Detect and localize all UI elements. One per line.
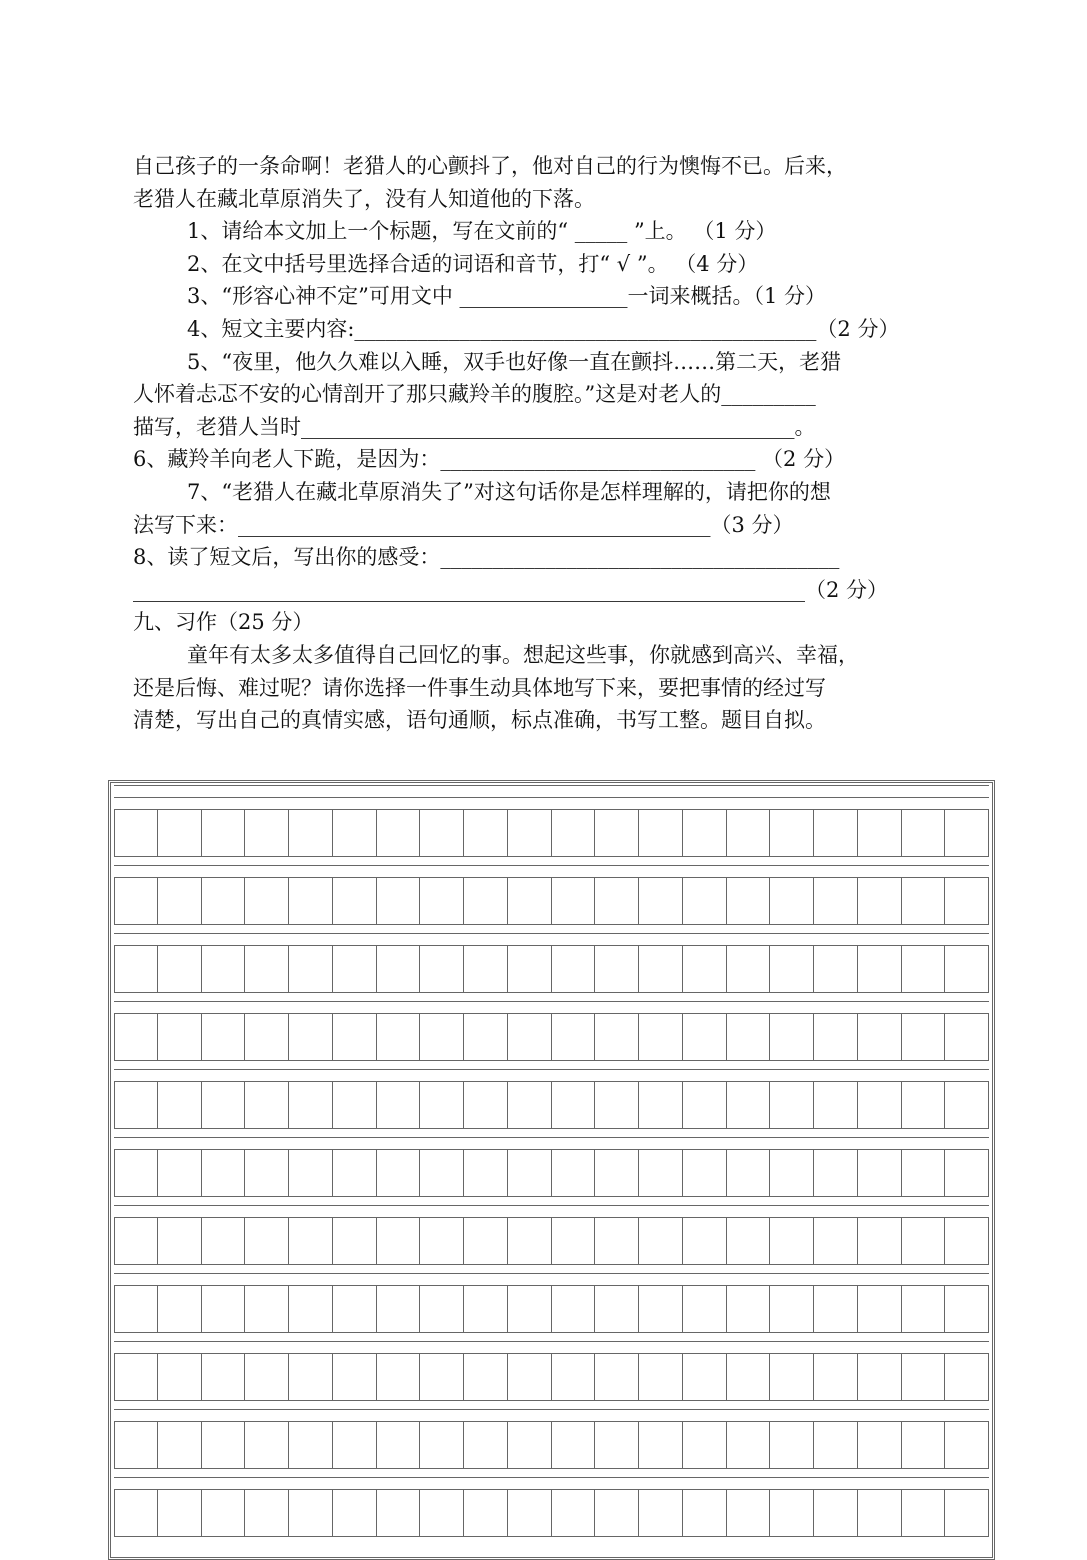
grid-cell[interactable]	[683, 1149, 727, 1197]
writing-grid[interactable]	[108, 780, 995, 1560]
grid-cell[interactable]	[683, 809, 727, 857]
grid-cell[interactable]	[595, 1149, 639, 1197]
grid-cell[interactable]	[289, 1489, 333, 1537]
composition-heading: 九、习作（25 分）	[133, 610, 314, 635]
grid-cell[interactable]	[552, 809, 596, 857]
grid-cell[interactable]	[245, 1149, 289, 1197]
grid-cell[interactable]	[202, 1353, 246, 1401]
composition-prompt: 还是后悔、难过呢？请你选择一件事生动具体地写下来，要把事情的经过写	[133, 675, 826, 700]
grid-cell[interactable]	[464, 1217, 508, 1265]
grid-cell[interactable]	[245, 1489, 289, 1537]
grid-cell[interactable]	[814, 945, 858, 993]
grid-row	[114, 945, 989, 993]
grid-cell[interactable]	[333, 1149, 377, 1197]
grid-cell[interactable]	[420, 945, 464, 993]
grid-cell[interactable]	[245, 1081, 289, 1129]
grid-cell[interactable]	[289, 1149, 333, 1197]
grid-cell[interactable]	[814, 1285, 858, 1333]
grid-cell[interactable]	[158, 1489, 202, 1537]
grid-cell[interactable]	[245, 877, 289, 925]
grid-cell[interactable]	[114, 877, 158, 925]
grid-cell[interactable]	[245, 1353, 289, 1401]
grid-cell[interactable]	[639, 1421, 683, 1469]
grid-cell[interactable]	[508, 877, 552, 925]
grid-cell[interactable]	[333, 1489, 377, 1537]
grid-cell[interactable]	[377, 1489, 421, 1537]
passage-line: 老猎人在藏北草原消失了，没有人知道他的下落。	[133, 186, 595, 211]
grid-spacer-line	[114, 1341, 989, 1342]
grid-spacer-line	[114, 1205, 989, 1206]
grid-cell[interactable]	[377, 1353, 421, 1401]
grid-cell[interactable]	[770, 809, 814, 857]
grid-cell[interactable]	[902, 1149, 946, 1197]
grid-cell[interactable]	[858, 1421, 902, 1469]
grid-cell[interactable]	[158, 1217, 202, 1265]
grid-top-line	[114, 785, 989, 786]
grid-cell[interactable]	[508, 1489, 552, 1537]
grid-cell[interactable]	[464, 1013, 508, 1061]
grid-cell[interactable]	[202, 809, 246, 857]
grid-row	[114, 1285, 989, 1333]
grid-row	[114, 809, 989, 857]
question-8-cont: ________________________________________________________________（2 分）	[133, 577, 889, 602]
grid-cell[interactable]	[508, 1149, 552, 1197]
grid-cell[interactable]	[770, 1285, 814, 1333]
grid-cell[interactable]	[289, 1081, 333, 1129]
grid-cell[interactable]	[333, 1353, 377, 1401]
grid-cell[interactable]	[770, 1489, 814, 1537]
composition-prompt: 清楚，写出自己的真情实感，语句通顺，标点准确，书写工整。题目自拟。	[133, 708, 826, 733]
grid-row	[114, 1421, 989, 1469]
grid-cell[interactable]	[639, 1081, 683, 1129]
grid-cell[interactable]	[858, 877, 902, 925]
grid-cell[interactable]	[289, 1285, 333, 1333]
grid-cell[interactable]	[114, 1489, 158, 1537]
grid-cell[interactable]	[377, 1217, 421, 1265]
grid-cell[interactable]	[420, 1285, 464, 1333]
grid-cell[interactable]	[508, 1353, 552, 1401]
grid-cell[interactable]	[902, 1285, 946, 1333]
grid-cell[interactable]	[858, 1013, 902, 1061]
grid-cell[interactable]	[814, 1353, 858, 1401]
grid-cell[interactable]	[464, 1081, 508, 1129]
composition-prompt: 童年有太多太多值得自己回忆的事。想起这些事，你就感到高兴、幸福，	[187, 642, 859, 667]
grid-cell[interactable]	[464, 1421, 508, 1469]
grid-cell[interactable]	[727, 1081, 771, 1129]
grid-cell[interactable]	[158, 1081, 202, 1129]
grid-cell[interactable]	[595, 877, 639, 925]
grid-cell[interactable]	[595, 1353, 639, 1401]
grid-cell[interactable]	[902, 1081, 946, 1129]
grid-cell[interactable]	[945, 1149, 989, 1197]
grid-cell[interactable]	[202, 1285, 246, 1333]
grid-cell[interactable]	[158, 1353, 202, 1401]
grid-cell[interactable]	[683, 1081, 727, 1129]
grid-cell[interactable]	[202, 1149, 246, 1197]
grid-cell[interactable]	[114, 1149, 158, 1197]
question-3: 3、“形容心神不定”可用文中 ________________一词来概括。（1 分）	[187, 284, 827, 309]
grid-cell[interactable]	[770, 877, 814, 925]
grid-cell[interactable]	[639, 1013, 683, 1061]
grid-cell[interactable]	[945, 1081, 989, 1129]
grid-cell[interactable]	[114, 809, 158, 857]
grid-cell[interactable]	[595, 809, 639, 857]
grid-cell[interactable]	[639, 1285, 683, 1333]
grid-spacer-line	[114, 1477, 989, 1478]
grid-row	[114, 877, 989, 925]
grid-cell[interactable]	[377, 1421, 421, 1469]
grid-cell[interactable]	[595, 1013, 639, 1061]
grid-spacer-line	[114, 1001, 989, 1002]
grid-cell[interactable]	[158, 1013, 202, 1061]
question-2: 2、在文中括号里选择合适的词语和音节，打“ √ ”。 （4 分）	[187, 251, 759, 276]
grid-cell[interactable]	[945, 809, 989, 857]
grid-cell[interactable]	[377, 1013, 421, 1061]
grid-cell[interactable]	[727, 1353, 771, 1401]
grid-cell[interactable]	[464, 809, 508, 857]
grid-cell[interactable]	[245, 1285, 289, 1333]
grid-cell[interactable]	[552, 1013, 596, 1061]
grid-cell[interactable]	[858, 945, 902, 993]
grid-cell[interactable]	[902, 1013, 946, 1061]
grid-cell[interactable]	[420, 1013, 464, 1061]
grid-spacer-line	[114, 1069, 989, 1070]
grid-cell[interactable]	[158, 945, 202, 993]
grid-cell[interactable]	[814, 1489, 858, 1537]
grid-spacer-line	[114, 933, 989, 934]
grid-cell[interactable]	[464, 1149, 508, 1197]
grid-cell[interactable]	[420, 1217, 464, 1265]
grid-cell[interactable]	[464, 945, 508, 993]
grid-cell[interactable]	[902, 1217, 946, 1265]
grid-cell[interactable]	[114, 1217, 158, 1265]
grid-cell[interactable]	[552, 1149, 596, 1197]
exam-text	[133, 150, 958, 737]
grid-cell[interactable]	[158, 1421, 202, 1469]
grid-row	[114, 1353, 989, 1401]
grid-cell[interactable]	[945, 1217, 989, 1265]
passage-line: 自己孩子的一条命啊！老猎人的心颤抖了，他对自己的行为懊悔不已。后来，	[133, 154, 847, 178]
grid-cell[interactable]	[333, 809, 377, 857]
grid-cell[interactable]	[727, 1421, 771, 1469]
grid-cell[interactable]	[114, 1421, 158, 1469]
grid-cell[interactable]	[858, 1489, 902, 1537]
grid-row	[114, 1217, 989, 1265]
grid-cell[interactable]	[158, 1285, 202, 1333]
grid-cell[interactable]	[595, 1421, 639, 1469]
grid-cell[interactable]	[945, 1285, 989, 1333]
grid-cell[interactable]	[727, 809, 771, 857]
grid-cell[interactable]	[333, 1285, 377, 1333]
grid-cell[interactable]	[508, 809, 552, 857]
grid-cell[interactable]	[727, 1149, 771, 1197]
grid-cell[interactable]	[377, 1149, 421, 1197]
grid-cell[interactable]	[202, 877, 246, 925]
grid-cell[interactable]	[770, 1013, 814, 1061]
grid-cell[interactable]	[945, 1353, 989, 1401]
grid-cell[interactable]	[158, 1149, 202, 1197]
grid-cell[interactable]	[158, 877, 202, 925]
grid-cell[interactable]	[945, 1421, 989, 1469]
grid-cell[interactable]	[683, 1421, 727, 1469]
grid-row	[114, 1489, 989, 1537]
grid-cell[interactable]	[508, 1421, 552, 1469]
grid-cell[interactable]	[727, 1013, 771, 1061]
grid-spacer-line	[114, 865, 989, 866]
grid-cell[interactable]	[552, 1353, 596, 1401]
grid-cell[interactable]	[508, 945, 552, 993]
grid-cell[interactable]	[377, 1081, 421, 1129]
grid-cell[interactable]	[639, 945, 683, 993]
grid-spacer-line	[114, 1409, 989, 1410]
grid-cell[interactable]	[377, 809, 421, 857]
grid-cell[interactable]	[114, 945, 158, 993]
grid-cell[interactable]	[377, 945, 421, 993]
grid-cell[interactable]	[289, 1353, 333, 1401]
grid-cell[interactable]	[902, 1421, 946, 1469]
grid-cell[interactable]	[858, 809, 902, 857]
grid-cell[interactable]	[683, 1217, 727, 1265]
grid-cell[interactable]	[814, 1421, 858, 1469]
grid-cell[interactable]	[508, 1285, 552, 1333]
question-8: 8、读了短文后，写出你的感受：______________________________________	[133, 545, 840, 570]
grid-cell[interactable]	[552, 1285, 596, 1333]
grid-spacer-line	[114, 1273, 989, 1274]
grid-cell[interactable]	[202, 945, 246, 993]
grid-cell[interactable]	[333, 1013, 377, 1061]
grid-cell[interactable]	[245, 1421, 289, 1469]
question-4: 4、短文主要内容:____________________________________________（2 分）	[187, 316, 900, 341]
grid-cell[interactable]	[420, 1489, 464, 1537]
grid-cell[interactable]	[727, 1489, 771, 1537]
grid-cell[interactable]	[420, 1081, 464, 1129]
grid-cell[interactable]	[814, 1217, 858, 1265]
grid-cell[interactable]	[202, 1217, 246, 1265]
question-7-cont: 法写下来：_____________________________________________（3 分）	[133, 512, 794, 537]
grid-cell[interactable]	[639, 809, 683, 857]
grid-cell[interactable]	[289, 1217, 333, 1265]
grid-cell[interactable]	[902, 877, 946, 925]
grid-cell[interactable]	[420, 1421, 464, 1469]
grid-cell[interactable]	[902, 1353, 946, 1401]
grid-cell[interactable]	[508, 1217, 552, 1265]
grid-cell[interactable]	[727, 1285, 771, 1333]
grid-cell[interactable]	[727, 945, 771, 993]
grid-cell[interactable]	[464, 1489, 508, 1537]
grid-cell[interactable]	[333, 1081, 377, 1129]
grid-cell[interactable]	[289, 1421, 333, 1469]
grid-cell[interactable]	[420, 877, 464, 925]
grid-cell[interactable]	[727, 1217, 771, 1265]
grid-cell[interactable]	[202, 1421, 246, 1469]
grid-cell[interactable]	[114, 1013, 158, 1061]
grid-cell[interactable]	[552, 1081, 596, 1129]
grid-cell[interactable]	[114, 1285, 158, 1333]
question-6: 6、藏羚羊向老人下跪，是因为：______________________________ （2 分）	[133, 447, 846, 472]
grid-row	[114, 1013, 989, 1061]
grid-cell[interactable]	[508, 1081, 552, 1129]
grid-cell[interactable]	[639, 1489, 683, 1537]
grid-cell[interactable]	[858, 1149, 902, 1197]
grid-cell[interactable]	[595, 1081, 639, 1129]
grid-spacer-line	[114, 797, 989, 798]
grid-cell[interactable]	[420, 809, 464, 857]
grid-cell[interactable]	[333, 945, 377, 993]
grid-cell[interactable]	[902, 809, 946, 857]
grid-cell[interactable]	[245, 1013, 289, 1061]
grid-cell[interactable]	[333, 1217, 377, 1265]
grid-cell[interactable]	[814, 1081, 858, 1129]
grid-cell[interactable]	[683, 1013, 727, 1061]
grid-cell[interactable]	[595, 1285, 639, 1333]
grid-cell[interactable]	[420, 1149, 464, 1197]
grid-cell[interactable]	[202, 1081, 246, 1129]
grid-cell[interactable]	[595, 1489, 639, 1537]
grid-cell[interactable]	[858, 1285, 902, 1333]
grid-cell[interactable]	[814, 1149, 858, 1197]
grid-cell[interactable]	[377, 1285, 421, 1333]
grid-cell[interactable]	[902, 1489, 946, 1537]
grid-cell[interactable]	[683, 945, 727, 993]
grid-cell[interactable]	[289, 809, 333, 857]
grid-cell[interactable]	[639, 1217, 683, 1265]
grid-cell[interactable]	[202, 1013, 246, 1061]
grid-cell[interactable]	[552, 1217, 596, 1265]
grid-cell[interactable]	[945, 877, 989, 925]
grid-cell[interactable]	[552, 877, 596, 925]
grid-cell[interactable]	[639, 1353, 683, 1401]
grid-cell[interactable]	[333, 1421, 377, 1469]
grid-cell[interactable]	[858, 1081, 902, 1129]
grid-cell[interactable]	[377, 877, 421, 925]
question-5-cont: 人怀着忐忑不安的心情剖开了那只藏羚羊的腹腔。”这是对老人的_________	[133, 382, 816, 407]
grid-cell[interactable]	[945, 1489, 989, 1537]
grid-cell[interactable]	[814, 809, 858, 857]
grid-cell[interactable]	[770, 945, 814, 993]
grid-cell[interactable]	[333, 877, 377, 925]
grid-cell[interactable]	[683, 877, 727, 925]
grid-cell[interactable]	[245, 945, 289, 993]
grid-cell[interactable]	[595, 945, 639, 993]
grid-cell[interactable]	[945, 945, 989, 993]
grid-cell[interactable]	[114, 1081, 158, 1129]
grid-cell[interactable]	[683, 1353, 727, 1401]
grid-cell[interactable]	[814, 877, 858, 925]
grid-cell[interactable]	[814, 1013, 858, 1061]
grid-cell[interactable]	[727, 877, 771, 925]
grid-cell[interactable]	[158, 809, 202, 857]
question-1: 1、请给本文加上一个标题，写在文前的“ _____ ”上。 （1 分）	[187, 219, 777, 244]
grid-cell[interactable]	[552, 1421, 596, 1469]
grid-row	[114, 1081, 989, 1129]
grid-cell[interactable]	[464, 877, 508, 925]
question-5-cont: 描写，老猎人当时_______________________________________________。	[133, 414, 816, 439]
grid-cell[interactable]	[464, 1353, 508, 1401]
grid-cell[interactable]	[202, 1489, 246, 1537]
grid-cell[interactable]	[902, 945, 946, 993]
grid-cell[interactable]	[945, 1013, 989, 1061]
grid-row	[114, 1149, 989, 1197]
grid-cell[interactable]	[464, 1285, 508, 1333]
grid-cell[interactable]	[858, 1353, 902, 1401]
grid-cell[interactable]	[552, 1489, 596, 1537]
grid-cell[interactable]	[770, 1421, 814, 1469]
grid-cell[interactable]	[245, 809, 289, 857]
grid-cell[interactable]	[858, 1217, 902, 1265]
grid-cell[interactable]	[289, 945, 333, 993]
question-5: 5、“夜里，他久久难以入睡，双手也好像一直在颤抖……第二天，老猎	[187, 349, 842, 374]
grid-cell[interactable]	[289, 877, 333, 925]
grid-cell[interactable]	[289, 1013, 333, 1061]
grid-cell[interactable]	[770, 1149, 814, 1197]
grid-spacer-line	[114, 1137, 989, 1138]
grid-cell[interactable]	[114, 1353, 158, 1401]
grid-cell[interactable]	[595, 1217, 639, 1265]
grid-cell[interactable]	[770, 1353, 814, 1401]
grid-cell[interactable]	[420, 1353, 464, 1401]
grid-cell[interactable]	[245, 1217, 289, 1265]
question-7: 7、“老猎人在藏北草原消失了”对这句话你是怎样理解的，请把你的想	[187, 479, 831, 504]
grid-cell[interactable]	[508, 1013, 552, 1061]
grid-cell[interactable]	[552, 945, 596, 993]
grid-cell[interactable]	[683, 1489, 727, 1537]
grid-cell[interactable]	[683, 1285, 727, 1333]
grid-cell[interactable]	[770, 1217, 814, 1265]
grid-cell[interactable]	[639, 877, 683, 925]
grid-cell[interactable]	[639, 1149, 683, 1197]
grid-cell[interactable]	[770, 1081, 814, 1129]
